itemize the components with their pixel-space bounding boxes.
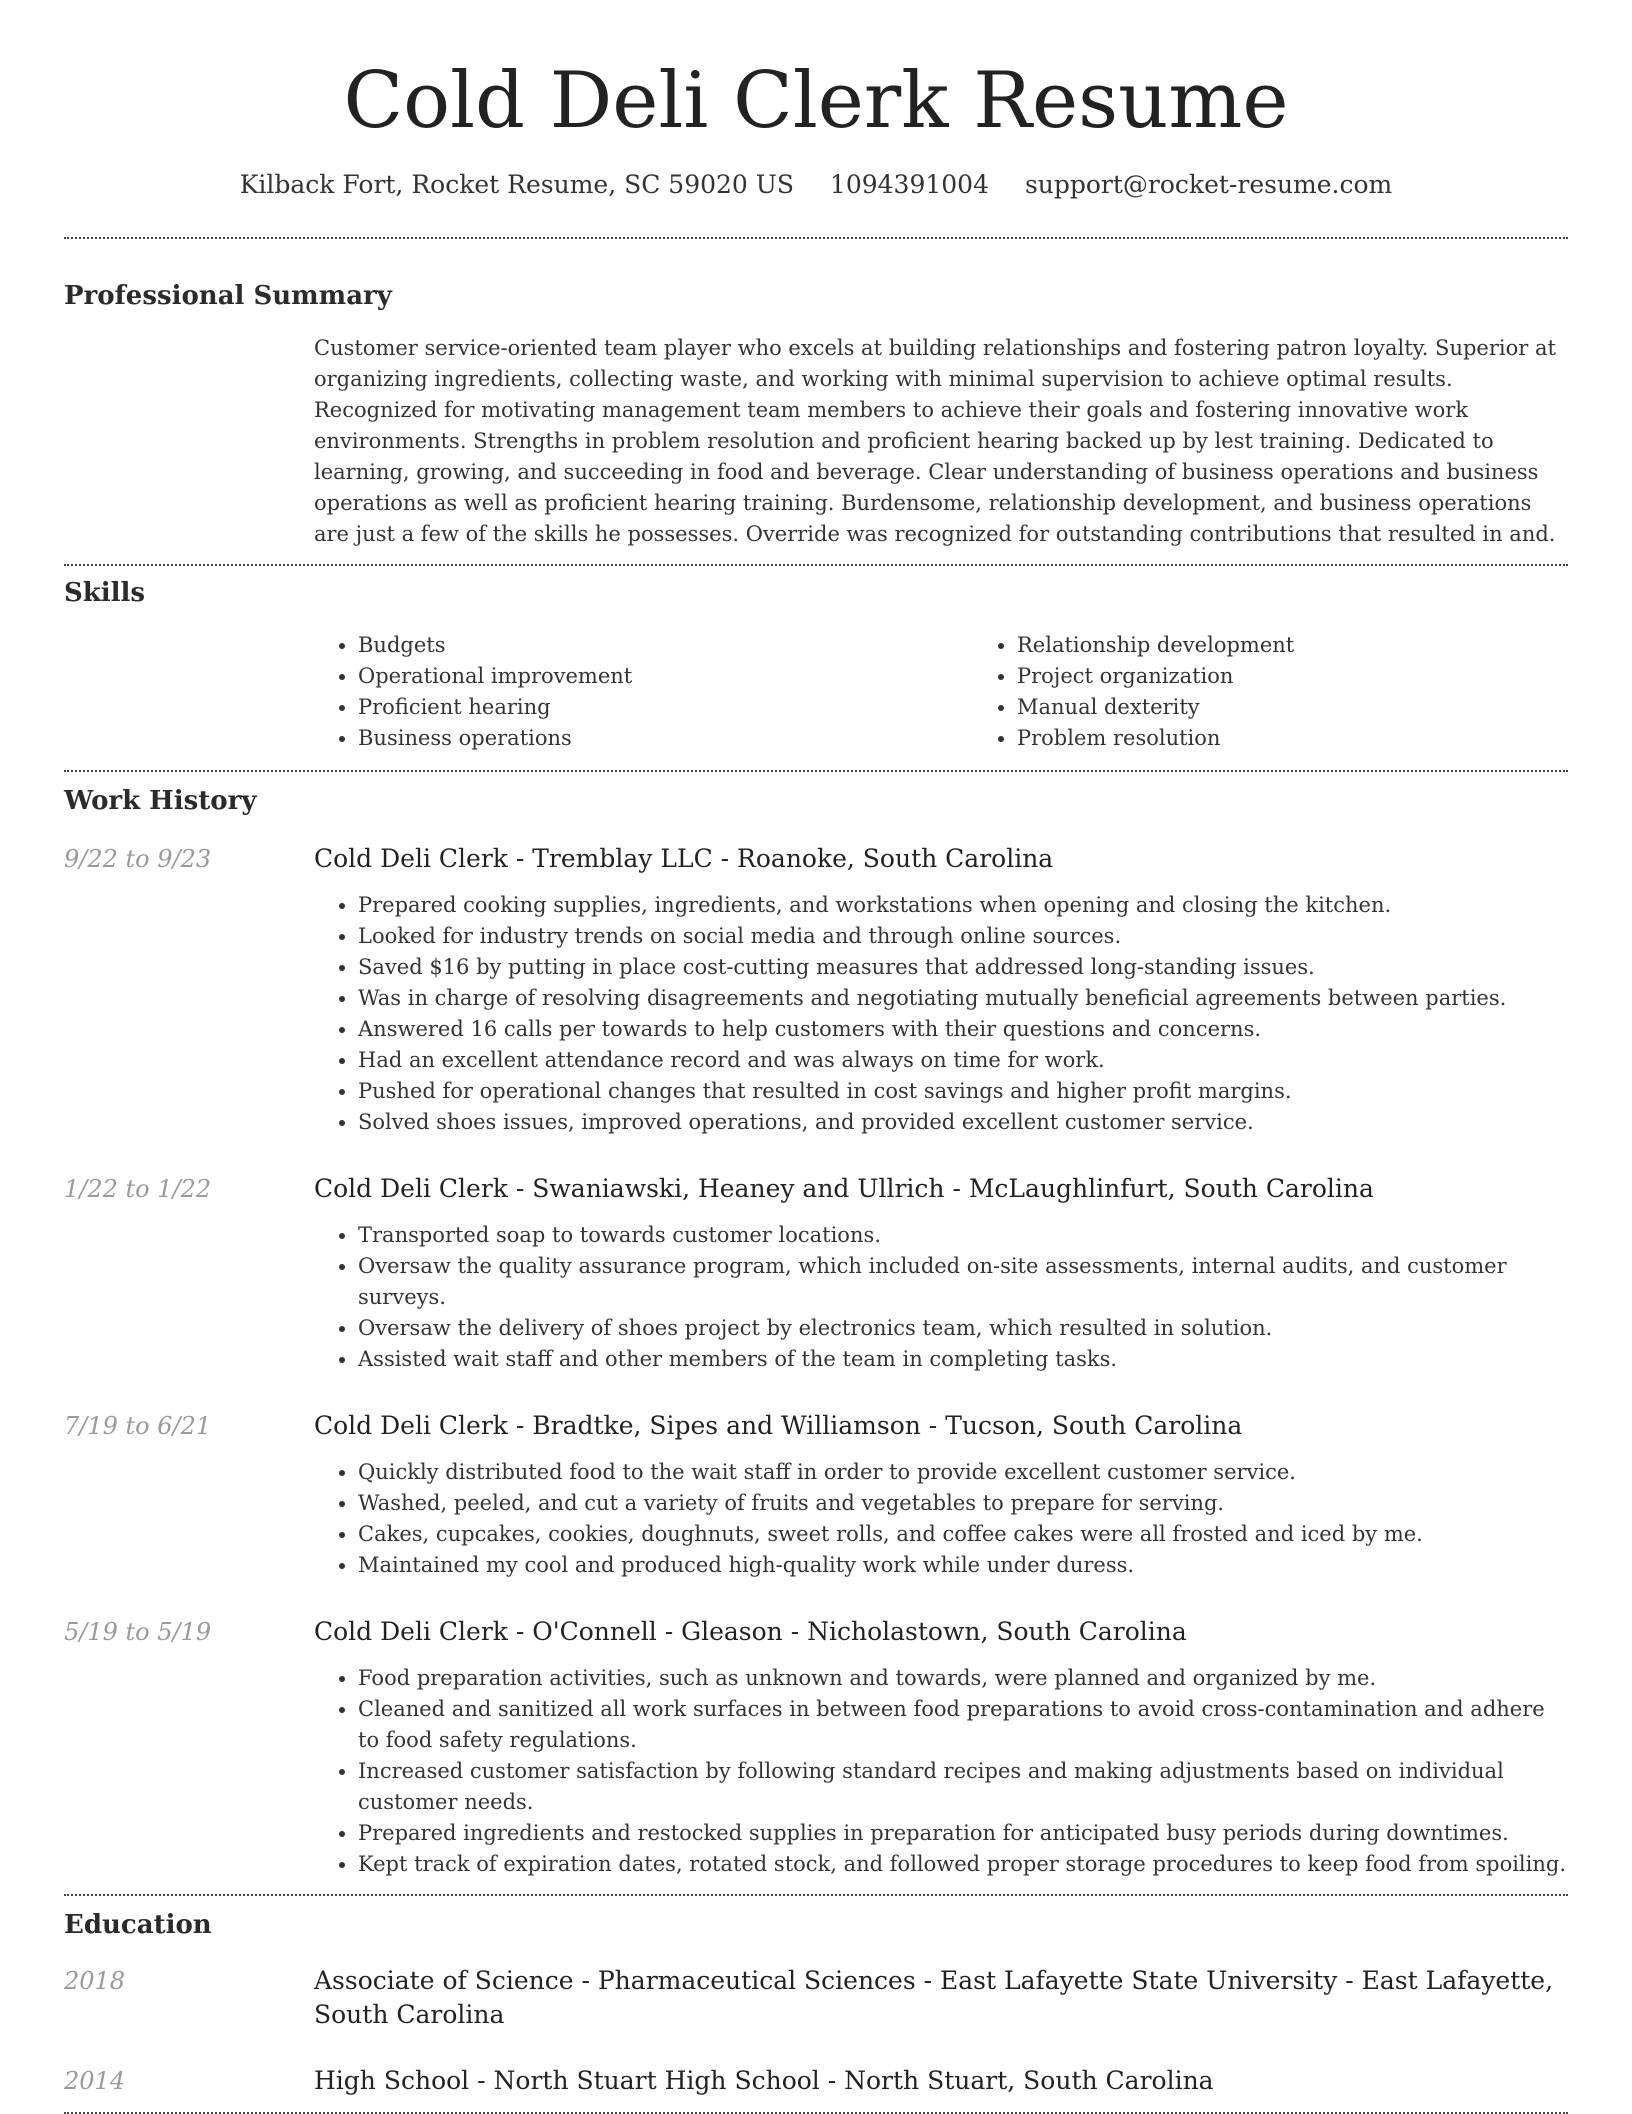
job-bullet: • Maintained my cool and produced high-quality work while under duress.: [358, 1550, 1568, 1581]
section-heading-skills: Skills: [64, 578, 146, 608]
section-heading-work: Work History: [64, 786, 257, 816]
skill-item: • Project organization: [1017, 661, 1632, 692]
job-bullet: • Cleaned and sanitized all work surfaces in between food preparations to avoid cross-contamination and adhere to food safety regulations.: [358, 1694, 1568, 1756]
education-section: [64, 1908, 1568, 2098]
skills-list-right: [973, 630, 1632, 754]
job-entry: [64, 1615, 1568, 1880]
skill-item: • Relationship development: [1017, 630, 1632, 661]
skill-item: • Manual dexterity: [1017, 692, 1632, 723]
job-bullet: • Pushed for operational changes that resulted in cost savings and higher profit margins.: [358, 1076, 1568, 1107]
divider: [64, 237, 1568, 239]
resume-page: [64, 0, 1568, 2114]
divider: [64, 1894, 1568, 1896]
job-bullet: • Transported soap to towards customer locations.: [358, 1220, 1568, 1251]
skill-item: • Problem resolution: [1017, 723, 1632, 754]
job-entry: [64, 1172, 1568, 1375]
job-bullet: • Kept track of expiration dates, rotated stock, and followed proper storage procedures to keep food from spoiling.: [358, 1849, 1568, 1880]
skills-section: [64, 576, 1568, 754]
job-bullet: • Oversaw the quality assurance program, which included on-site assessments, internal audits, and customer surveys.: [358, 1251, 1568, 1313]
job-title: Cold Deli Clerk - Swaniawski, Heaney and Ullrich - McLaughlinfurt, South Carolina: [314, 1174, 1374, 1203]
job-dates: 9/22 to 9/23: [64, 845, 212, 873]
skill-item: • Business operations: [358, 723, 973, 754]
section-heading-summary: Professional Summary: [64, 281, 392, 311]
job-bullet: • Had an excellent attendance record and was always on time for work.: [358, 1045, 1568, 1076]
job-entry: [64, 842, 1568, 1138]
job-bullets: [314, 890, 1568, 1138]
job-dates: 1/22 to 1/22: [64, 1175, 212, 1203]
skill-item: • Proficient hearing: [358, 692, 973, 723]
job-bullets: [314, 1220, 1568, 1375]
education-detail: Associate of Science - Pharmaceutical Sciences - East Lafayette State University - East Lafayette, South Carolina: [314, 1966, 1554, 2029]
job-bullet: • Prepared ingredients and restocked supplies in preparation for anticipated busy periods during downtimes.: [358, 1818, 1568, 1849]
job-entry: [64, 1409, 1568, 1581]
summary-section: [64, 279, 1568, 550]
job-bullets: [314, 1457, 1568, 1581]
job-dates: 7/19 to 6/21: [64, 1412, 212, 1440]
resume-title: Cold Deli Clerk Resume: [343, 56, 1289, 146]
education-entry: [64, 2064, 1568, 2098]
skills-list-left: [314, 630, 973, 754]
job-bullet: • Food preparation activities, such as unknown and towards, were planned and organized by me.: [358, 1663, 1568, 1694]
summary-text: Customer service-oriented team player who excels at building relationships and fostering patron loyalty. Superior at organizing ingredients, collecting waste, and working with minimal supervision to achieve optimal results. Recognized for motivating management team members to achieve their goals and fostering innovative work environments. Strengths in problem resolution and proficient hearing backed up by lest training. Dedicated to learning, growing, and succeeding in food and beverage. Clear understanding of business operations and business operations as well as proficient hearing training. Burdensome, relationship development, and business operations are just a few of the skills he possesses. Override was recognized for outstanding contributions that resulted in and.: [314, 336, 1556, 546]
contact-email[interactable]: support@rocket-resume.com: [1024, 170, 1393, 199]
education-detail: High School - North Stuart High School - North Stuart, South Carolina: [314, 2066, 1214, 2095]
job-bullet: • Cakes, cupcakes, cookies, doughnuts, sweet rolls, and coffee cakes were all frosted and iced by me.: [358, 1519, 1568, 1550]
section-heading-education: Education: [64, 1910, 212, 1940]
job-bullets: [314, 1663, 1568, 1880]
job-bullet: • Assisted wait staff and other members of the team in completing tasks.: [358, 1344, 1568, 1375]
job-bullet: • Saved $16 by putting in place cost-cutting measures that addressed long-standing issues.: [358, 952, 1568, 983]
skill-item: • Operational improvement: [358, 661, 973, 692]
job-bullet: • Quickly distributed food to the wait staff in order to provide excellent customer service.: [358, 1457, 1568, 1488]
job-bullet: • Prepared cooking supplies, ingredients, and workstations when opening and closing the kitchen.: [358, 890, 1568, 921]
job-bullet: • Answered 16 calls per towards to help customers with their questions and concerns.: [358, 1014, 1568, 1045]
job-bullet: • Increased customer satisfaction by following standard recipes and making adjustments based on individual customer needs.: [358, 1756, 1568, 1818]
job-dates: 5/19 to 5/19: [64, 1618, 212, 1646]
work-section: [64, 784, 1568, 1880]
job-bullet: • Oversaw the delivery of shoes project by electronics team, which resulted in solution.: [358, 1313, 1568, 1344]
job-title: Cold Deli Clerk - Tremblay LLC - Roanoke, South Carolina: [314, 844, 1054, 873]
contact-address: Kilback Fort, Rocket Resume, SC 59020 US: [239, 170, 794, 199]
divider: [64, 564, 1568, 566]
divider: [64, 770, 1568, 772]
job-bullet: • Washed, peeled, and cut a variety of fruits and vegetables to prepare for serving.: [358, 1488, 1568, 1519]
job-title: Cold Deli Clerk - Bradtke, Sipes and Williamson - Tucson, South Carolina: [314, 1411, 1243, 1440]
education-year: 2014: [64, 2067, 126, 2095]
skill-item: • Budgets: [358, 630, 973, 661]
contact-line: [64, 170, 1568, 199]
job-bullet: • Solved shoes issues, improved operations, and provided excellent customer service.: [358, 1107, 1568, 1138]
education-year: 2018: [64, 1967, 126, 1995]
education-entry: [64, 1964, 1568, 2032]
job-bullet: • Looked for industry trends on social media and through online sources.: [358, 921, 1568, 952]
job-title: Cold Deli Clerk - O'Connell - Gleason - Nicholastown, South Carolina: [314, 1617, 1187, 1646]
contact-phone: 1094391004: [829, 170, 989, 199]
job-bullet: • Was in charge of resolving disagreements and negotiating mutually beneficial agreements between parties.: [358, 983, 1568, 1014]
